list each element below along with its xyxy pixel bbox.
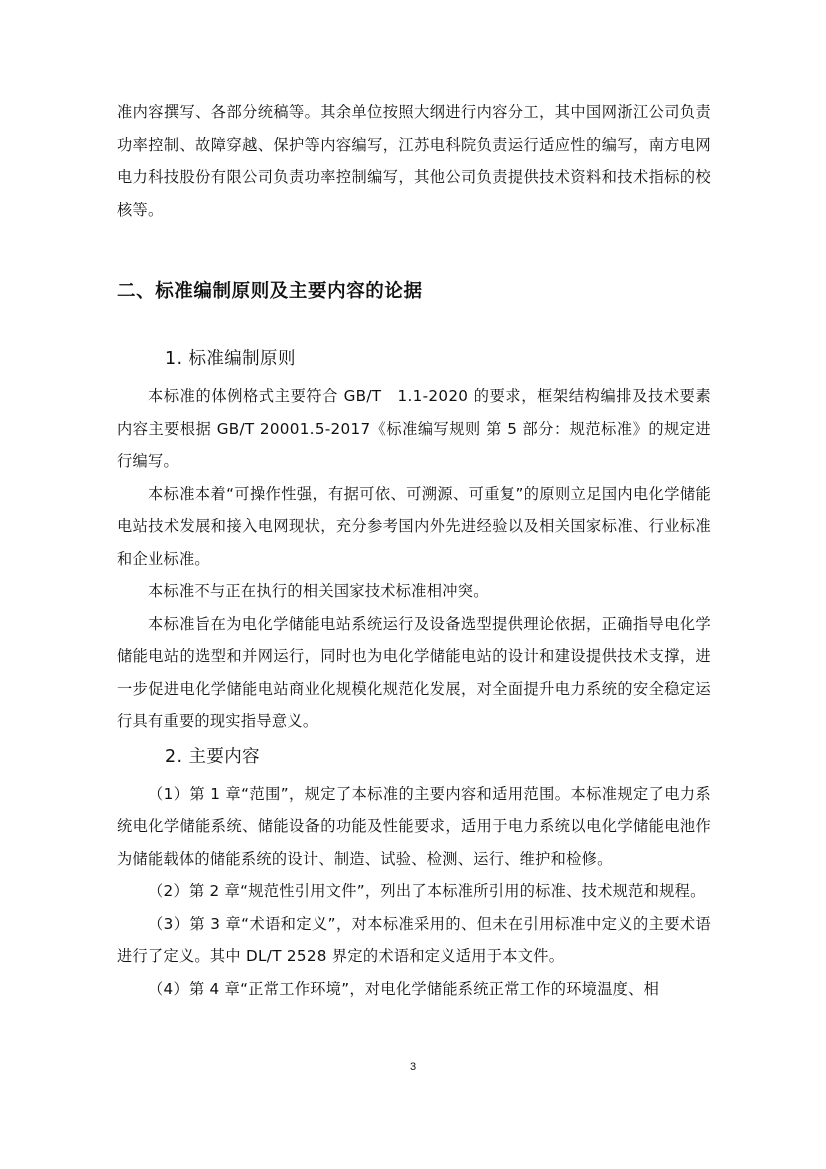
list-item-chapter-4: （4）第 4 章“正常工作环境”，对电化学储能系统正常工作的环境温度、相 (148, 979, 660, 998)
list-item-chapter-3: （3）第 3 章“术语和定义”，对本标准采用的、但未在引用标准中定义的主要术语进行了定义。其中 DL/T 2528 界定的术语和定义适用于本文件。 (117, 914, 711, 965)
page-content (117, 96, 711, 1005)
subsection-heading-2: 2. 主要内容 (165, 746, 261, 767)
page-number: 3 (409, 1061, 417, 1073)
paragraph-principle: 本标准本着“可操作性强，有据可依、可溯源、可重复”的原则立足国内电化学储能电站技术发展和接入电网现状，充分参考国内外先进经验以及相关国家标准、行业标准和企业标准。 (117, 484, 711, 568)
subsection-heading-1: 1. 标准编制原则 (165, 349, 296, 369)
paragraph-no-conflict: 本标准不与正在执行的相关国家技术标准相冲突。 (148, 582, 489, 600)
paragraph-intro: 准内容撰写、各部分统稿等。其余单位按照大纲进行内容分工，其中国网浙江公司负责功率控制、故障穿越、保护等内容编写，江苏电科院负责运行适应性的编写，南方电网电力科技股份有限公司负责功率控制编写，其他公司负责提供技术资料和技术指标的校核等。 (117, 103, 711, 219)
list-item-chapter-2: （2）第 2 章“规范性引用文件”，列出了本标准所引用的标准、技术规范和规程。 (148, 882, 706, 900)
paragraph-format: 本标准的体例格式主要符合 GB/T 1.1-2020 的要求，框架结构编排及技术要素内容主要根据 GB/T 20001.5-2017《标准编写规则 第 5 部分：规范标准》的规定进行编写。 (117, 387, 711, 470)
section-heading-2: 二、标准编制原则及主要内容的论据 (117, 281, 423, 302)
list-item-chapter-1: （1）第 1 章“范围”，规定了本标准的主要内容和适用范围。本标准规定了电力系统电化学储能系统、储能设备的功能及性能要求，适用于电力系统以电化学储能电池作为储能载体的储能系统的设计、制造、试验、检测、运行、维护和检修。 (117, 784, 711, 868)
paragraph-purpose: 本标准旨在为电化学储能电站系统运行及设备选型提供理论依据，正确指导电化学储能电站的选型和并网运行，同时也为电化学储能电站的设计和建设提供技术支撑，进一步促进电化学储能电站商业化规模化规范化发展，对全面提升电力系统的安全稳定运行具有重要的现实指导意义。 (117, 614, 711, 730)
